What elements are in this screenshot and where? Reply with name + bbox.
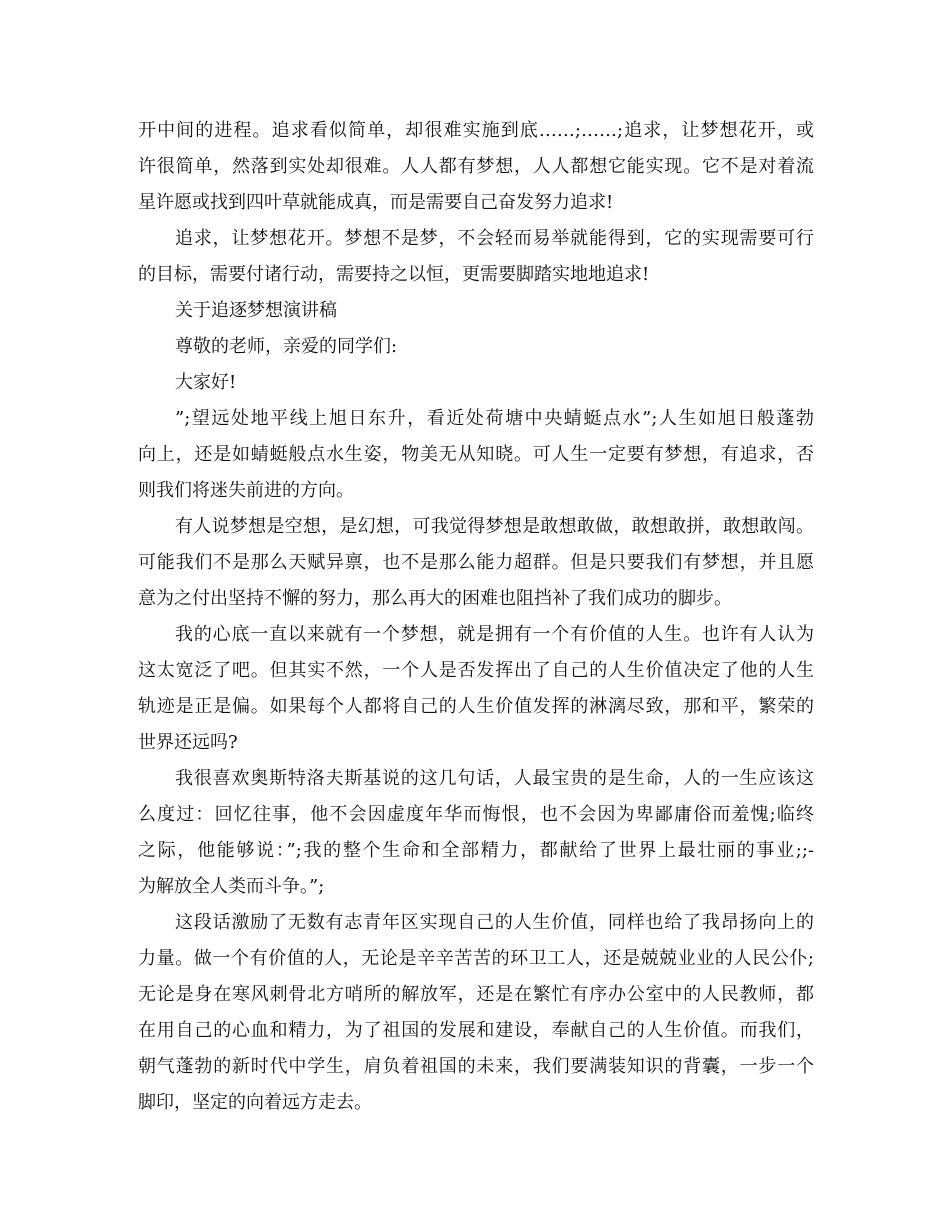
text-line: 许很简单，然落到实处却很难。人人都有梦想，人人都想它能实现。它不是对着流	[138, 156, 814, 177]
text-line: 向上，还是如蜻蜓般点水生姿，物美无从知晓。可人生一定要有梦想，有追求，否	[138, 444, 814, 465]
text-line: 轨迹是正是偏。如果每个人都将自己的人生价值发挥的淋漓尽致，那和平，繁荣的	[138, 696, 814, 717]
text-line: 力量。做一个有价值的人，无论是辛辛苦苦的环卫工人，还是兢兢业业的人民公仆;	[138, 948, 814, 969]
text-line: 意为之付出坚持不懈的努力，那么再大的困难也阻挡补了我们成功的脚步。	[138, 588, 732, 609]
text-line: 可能我们不是那么天赋异禀，也不是那么能力超群。但是只要我们有梦想，并且愿	[138, 552, 814, 573]
text-line: 关于追逐梦想演讲稿	[175, 300, 337, 321]
text-line: 脚印，坚定的向着远方走去。	[138, 1092, 372, 1113]
text-line: ”;望远处地平线上旭日东升，看近处荷塘中央蜻蜓点水”;人生如旭日般蓬勃	[175, 408, 814, 429]
text-line: 这段话激励了无数有志青年区实现自己的人生价值，同样也给了我昂扬向上的	[175, 912, 814, 933]
text-line: 大家好!	[175, 372, 237, 393]
text-line: 朝气蓬勃的新时代中学生，肩负着祖国的未来，我们要满装知识的背囊，一步一个	[138, 1056, 814, 1077]
text-line: 开中间的进程。追求看似简单，却很难实施到底……;……;追求，让梦想花开，或	[138, 120, 814, 141]
text-line: 之际，他能够说：”;我的整个生命和全部精力，都献给了世界上最壮丽的事业;;-	[138, 840, 814, 861]
text-line: 我很喜欢奥斯特洛夫斯基说的这几句话，人最宝贵的是生命，人的一生应该这	[175, 768, 814, 789]
document-body	[138, 113, 814, 1121]
text-line: 这太宽泛了吧。但其实不然，一个人是否发挥出了自己的人生价值决定了他的人生	[138, 660, 814, 681]
text-line: 的目标，需要付诸行动，需要持之以恒，更需要脚踏实地地追求!	[138, 264, 650, 285]
text-line: 则我们将迷失前进的方向。	[138, 480, 354, 501]
text-line: 我的心底一直以来就有一个梦想，就是拥有一个有价值的人生。也许有人认为	[175, 624, 814, 645]
text-line: 么度过：回忆往事，他不会因虚度年华而悔恨，也不会因为卑鄙庸俗而羞愧;临终	[138, 804, 814, 825]
text-line: 无论是身在寒风刺骨北方哨所的解放军，还是在繁忙有序办公室中的人民教师，都	[138, 984, 814, 1005]
text-line: 追求，让梦想花开。梦想不是梦，不会轻而易举就能得到，它的实现需要可行	[175, 228, 814, 249]
text-line: 有人说梦想是空想，是幻想，可我觉得梦想是敢想敢做，敢想敢拼，敢想敢闯。	[175, 516, 814, 537]
text-line: 世界还远吗?	[138, 732, 238, 753]
text-line: 尊敬的老师，亲爱的同学们:	[175, 336, 398, 357]
text-line: 在用自己的心血和精力，为了祖国的发展和建设，奉献自己的人生价值。而我们，	[138, 1020, 814, 1041]
text-line: 星许愿或找到四叶草就能成真，而是需要自己奋发努力追求!	[138, 192, 614, 213]
text-line: 为解放全人类而斗争。”;	[138, 876, 325, 897]
